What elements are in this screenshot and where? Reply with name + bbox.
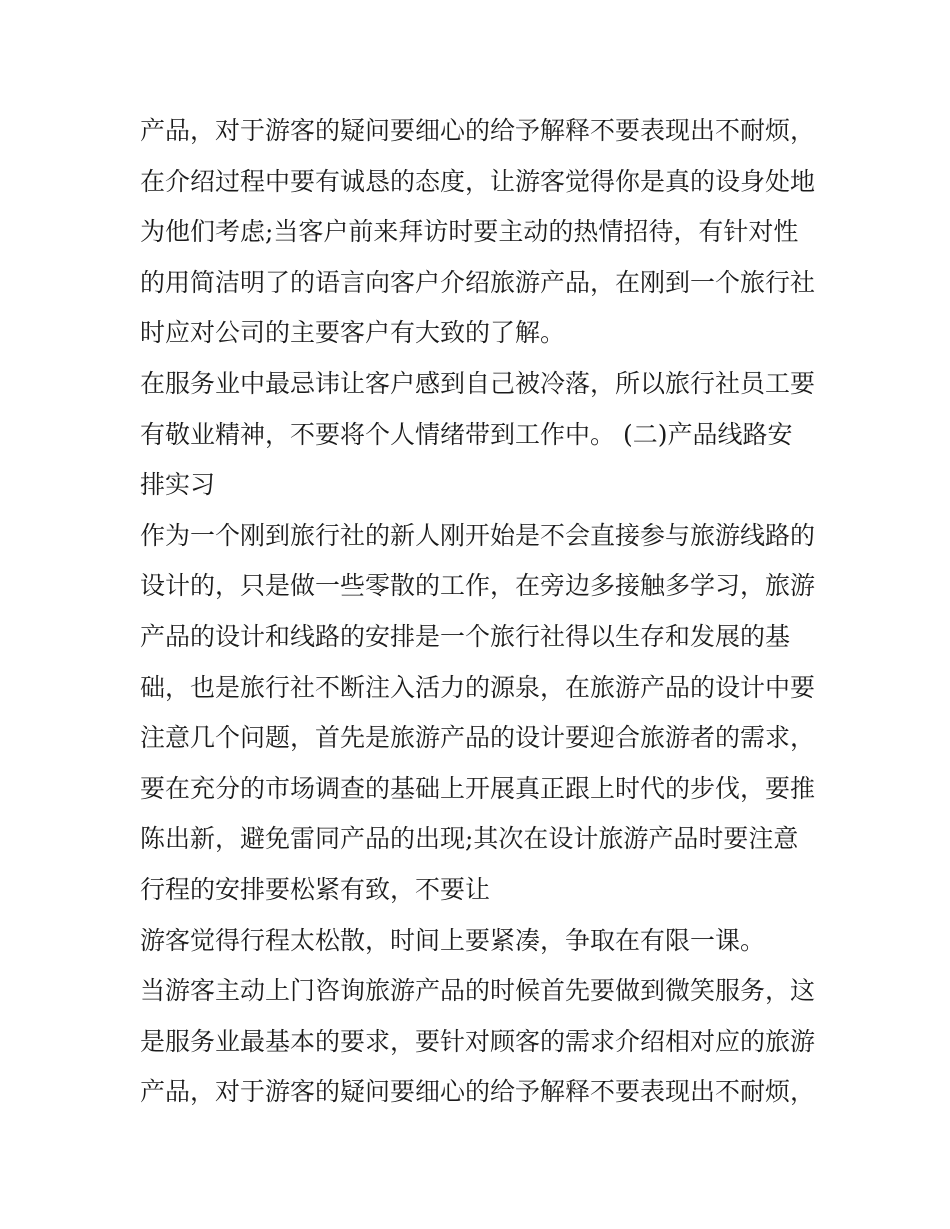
text-line-3: 为他们考虑;当客户前来拜访时要主动的热情招待，有针对性 (140, 217, 799, 247)
text-line-6: 在服务业中最忌讳让客户感到自己被冷落，所以旅行社员工要 (140, 368, 816, 398)
text-line-14: 要在充分的市场调查的基础上开展真正跟上时代的步伐，要推 (140, 773, 816, 803)
text-line-9: 作为一个刚到旅行社的新人刚开始是不会直接参与旅游线路的 (140, 520, 816, 550)
text-line-12: 础，也是旅行社不断注入活力的源泉，在旅游产品的设计中要 (140, 672, 816, 702)
body-text (140, 106, 830, 1118)
text-line-11: 产品的设计和线路的安排是一个旅行社得以生存和发展的基 (140, 621, 791, 651)
text-line-5: 时应对公司的主要客户有大致的了解。 (140, 318, 566, 348)
text-line-17: 游客觉得行程太松散，时间上要紧凑，争取在有限一课。 (140, 925, 766, 955)
text-line-19: 是服务业最基本的要求，要针对顾客的需求介绍相对应的旅游 (140, 1026, 816, 1056)
text-line-16: 行程的安排要松紧有致，不要让 (140, 874, 491, 904)
text-line-15: 陈出新，避免雷同产品的出现;其次在设计旅游产品时要注意 (140, 824, 799, 854)
text-line-13: 注意几个问题，首先是旅游产品的设计要迎合旅游者的需求， (140, 723, 816, 753)
text-line-4: 的用简洁明了的语言向客户介绍旅游产品，在刚到一个旅行社 (140, 267, 816, 297)
text-line-20: 产品，对于游客的疑问要细心的给予解释不要表现出不耐烦， (140, 1077, 816, 1107)
text-line-1: 产品，对于游客的疑问要细心的给予解释不要表现出不耐烦， (140, 116, 816, 145)
text-line-7: 有敬业精神，不要将个人情绪带到工作中。 (二)产品线路安 (140, 419, 793, 449)
text-line-8: 排实习 (140, 470, 216, 500)
text-line-10: 设计的，只是做一些零散的工作，在旁边多接触多学习，旅游 (140, 571, 816, 601)
text-line-2: 在介绍过程中要有诚恳的态度，让游客觉得你是真的设身处地 (140, 166, 816, 196)
text-line-18: 当游客主动上门咨询旅游产品的时候首先要做到微笑服务，这 (140, 976, 816, 1006)
